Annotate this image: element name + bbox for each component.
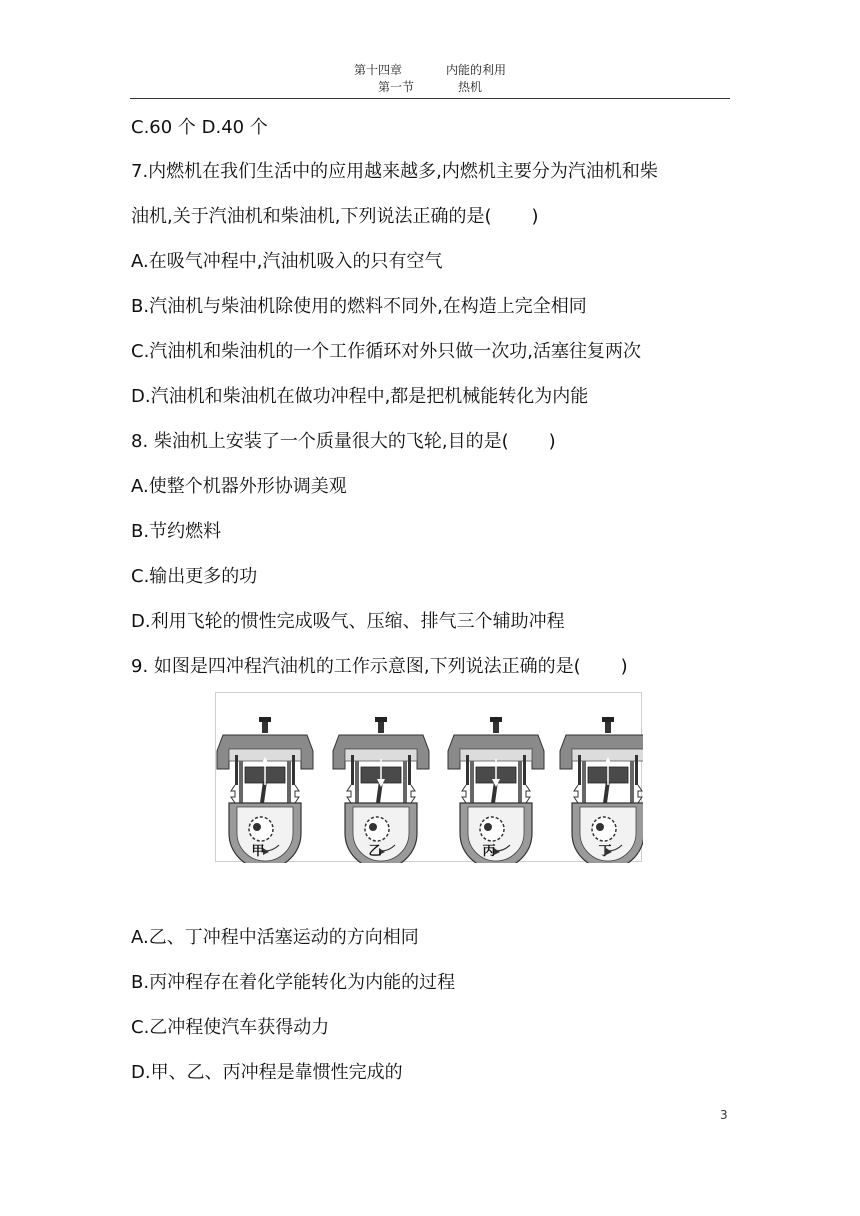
- header-rule: [130, 98, 730, 99]
- chapter-title: 内能的利用: [446, 63, 507, 77]
- q7-stem-line2: [131, 205, 539, 229]
- q7-option-c: C.汽油机和柴油机的一个工作循环对外只做一次功,活塞往复两次: [131, 341, 642, 362]
- q8-option-b: B.节约燃料: [131, 521, 222, 542]
- q8-option-d: D.利用飞轮的惯性完成吸气、压缩、排气三个辅助冲程: [131, 611, 565, 632]
- q7-option-a: A.在吸气冲程中,汽油机吸入的只有空气: [131, 251, 443, 272]
- q9-option-c: C.乙冲程使汽车获得动力: [131, 1017, 330, 1038]
- q7-stem-line1: 7.内燃机在我们生活中的应用越来越多,内燃机主要分为汽油机和柴: [131, 161, 658, 182]
- q9-stem-text: 9. 如图是四冲程汽油机的工作示意图,下列说法正确的是(: [131, 656, 581, 677]
- page-header: [130, 62, 730, 96]
- figure-label-bing: 丙: [482, 844, 496, 859]
- q9-close-paren: ): [620, 656, 628, 677]
- q7-option-d: D.汽油机和柴油机在做功冲程中,都是把机械能转化为内能: [131, 386, 589, 407]
- q7-close-paren: ): [531, 206, 539, 227]
- engine-diagram-svg: [216, 693, 643, 863]
- q7-stem-text: 油机,关于汽油机和柴油机,下列说法正确的是(: [131, 206, 492, 227]
- q9-option-b: B.丙冲程存在着化学能转化为内能的过程: [131, 972, 456, 993]
- q9-option-a: A.乙、丁冲程中活塞运动的方向相同: [131, 927, 419, 948]
- section-number: 第一节: [377, 80, 414, 94]
- q6-options-cd: C.60 个 D.40 个: [131, 117, 268, 138]
- q9-stem: [131, 655, 628, 679]
- chapter-number: 第十四章: [353, 63, 402, 77]
- q9-option-d: D.甲、乙、丙冲程是靠惯性完成的: [131, 1062, 403, 1083]
- q8-stem-text: 8. 柴油机上安装了一个质量很大的飞轮,目的是(: [131, 431, 509, 452]
- figure-label-jia: 甲: [251, 844, 265, 859]
- q8-close-paren: ): [548, 431, 556, 452]
- figure-label-ding: 丁: [598, 844, 612, 859]
- q8-stem: [131, 430, 556, 454]
- figure-label-yi: 乙: [368, 844, 382, 859]
- q7-option-b: B.汽油机与柴油机除使用的燃料不同外,在构造上完全相同: [131, 296, 587, 317]
- section-title: 热机: [458, 80, 483, 94]
- q8-option-a: A.使整个机器外形协调美观: [131, 476, 347, 497]
- engine-strokes-figure: [215, 692, 642, 862]
- page-number: 3: [720, 1108, 728, 1122]
- q8-option-c: C.输出更多的功: [131, 566, 258, 587]
